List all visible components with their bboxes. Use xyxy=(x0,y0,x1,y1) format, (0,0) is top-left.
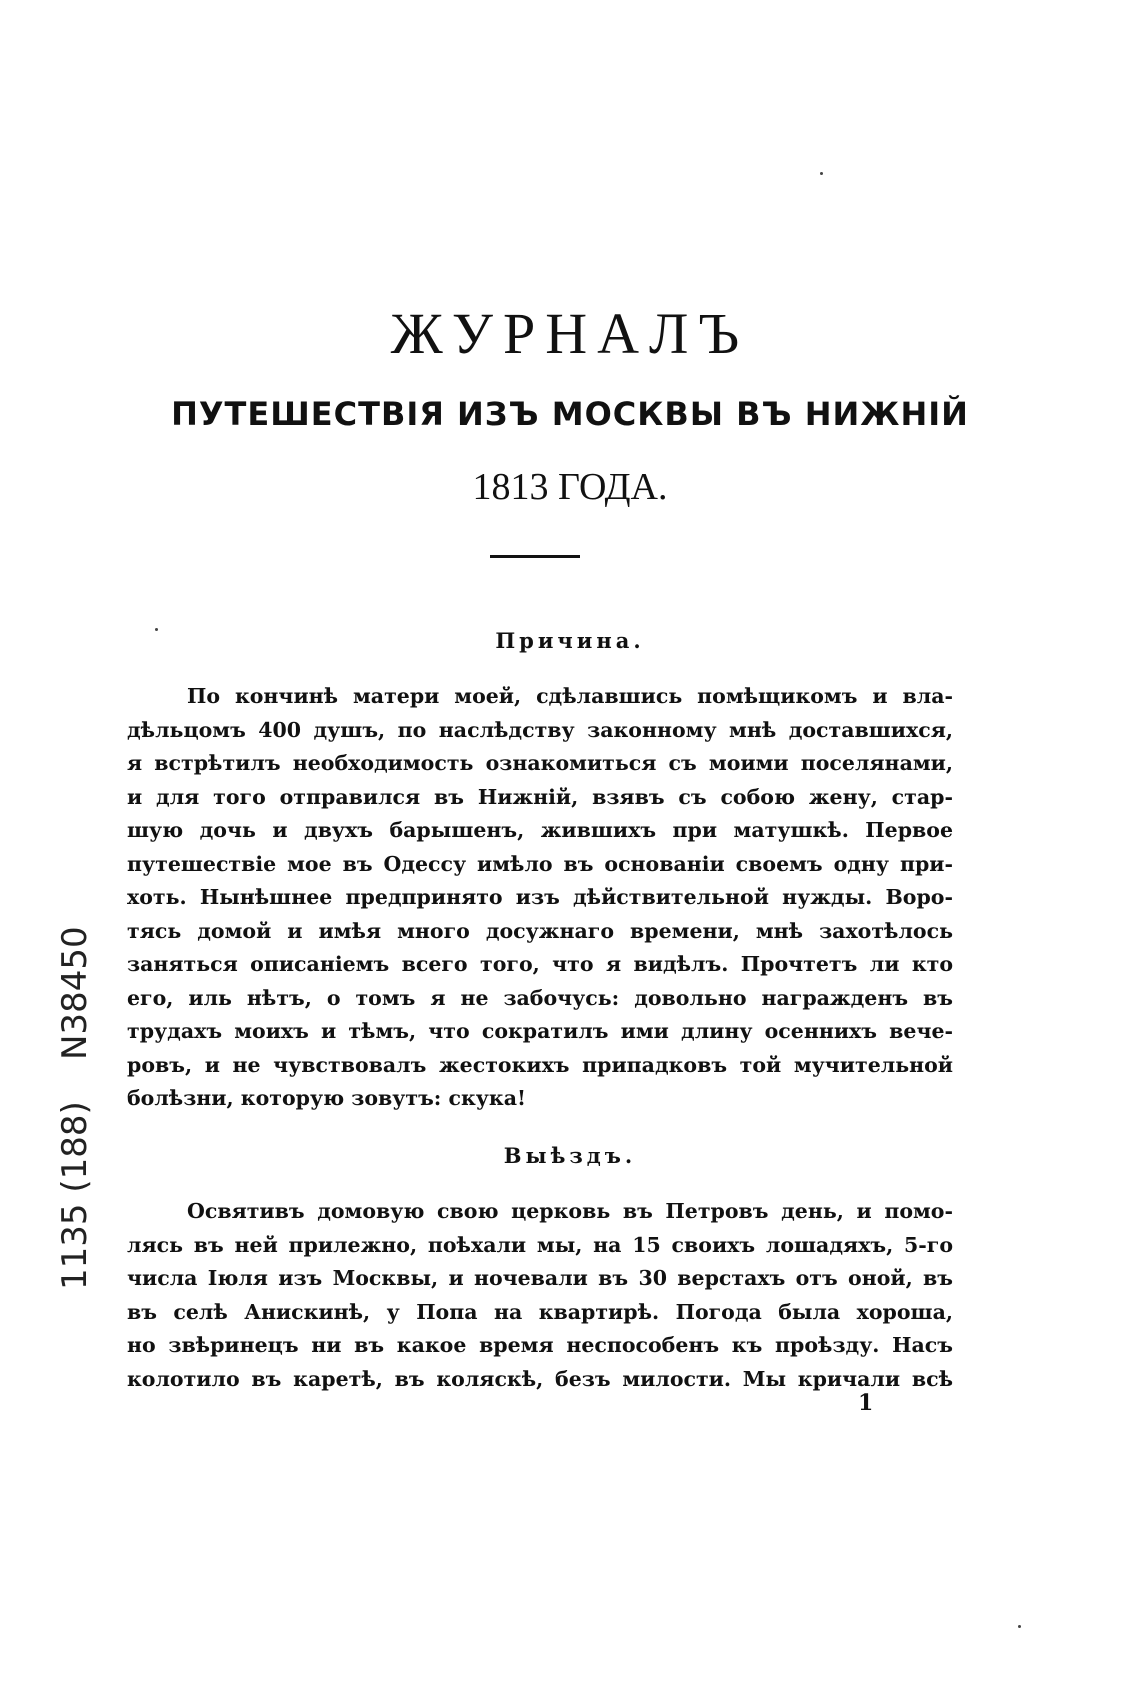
text-line: я встрѣтилъ необходимость ознакомиться съ моими поселянами, xyxy=(127,751,953,775)
text-line: трудахъ моихъ и тѣмъ, что сократилъ ими длину осеннихъ вече- xyxy=(127,1019,953,1043)
text-line: путешествіе мое въ Одессу имѣло въ основаніи своемъ одну при- xyxy=(127,851,953,876)
text-line: дѣльцомъ 400 душъ, по наслѣдству законному мнѣ доставшихся, xyxy=(127,717,953,742)
text-line: лясь въ ней прилежно, поѣхали мы, на 15 своихъ лошадяхъ, 5-го xyxy=(127,1232,953,1257)
text-line: заняться описаніемъ всего того, что я видѣлъ. Прочтетъ ли кто xyxy=(127,952,953,976)
section-heading-reason: Причина. xyxy=(495,628,645,653)
section-text-departure xyxy=(127,1195,953,1396)
page-subtitle: ПУТЕШЕСТВІЯ ИЗЪ МОСКВЫ ВЪ НИЖНІЙ xyxy=(171,395,969,433)
text-line: ровъ, и не чувствовалъ жестокихъ припадковъ той мучительной xyxy=(127,1052,953,1077)
text-line: шую дочь и двухъ барышенъ, жившихъ при матушкѣ. Первое xyxy=(127,818,953,842)
text-line: Освятивъ домовую свою церковь въ Петровъ день, и помо- xyxy=(187,1199,953,1223)
margin-shelfmark-note: 1135 (188) xyxy=(55,1101,95,1290)
margin-inventory-note: N38450 xyxy=(55,926,95,1060)
text-line: числа Іюля изъ Москвы, и ночевали въ 30 верстахъ отъ оной, въ xyxy=(127,1266,953,1290)
title-divider xyxy=(490,555,580,558)
year-label: 1813 ГОДА. xyxy=(472,466,668,508)
text-line: хоть. Нынѣшнее предпринято изъ дѣйствительной нужды. Воро- xyxy=(127,885,953,909)
section-text-reason xyxy=(127,680,953,1116)
page-number: 1 xyxy=(858,1390,874,1416)
section-heading-departure: Выѣздъ. xyxy=(503,1143,637,1168)
text-line: тясь домой и имѣя много досужнаго времени, мнѣ захотѣлось xyxy=(127,918,953,943)
print-speck xyxy=(155,628,158,631)
text-line: болѣзни, которую зовутъ: скука! xyxy=(127,1086,526,1110)
print-speck xyxy=(1018,1625,1021,1628)
text-line: колотило въ каретѣ, въ коляскѣ, безъ милости. Мы кричали всѣ xyxy=(127,1366,953,1391)
text-line: По кончинѣ матери моей, сдѣлавшись помѣщикомъ и вла- xyxy=(187,684,953,708)
text-line: но звѣринецъ ни въ какое время неспособенъ къ проѣзду. Насъ xyxy=(127,1333,953,1357)
text-line: въ селѣ Анискинѣ, у Попа на квартирѣ. Погода была хороша, xyxy=(127,1299,953,1324)
text-line: и для того отправился въ Нижній, взявъ съ собою жену, стар- xyxy=(127,784,953,809)
page-title: ЖУРНАЛЪ xyxy=(390,301,750,366)
text-line: его, иль нѣтъ, о томъ я не забочусь: довольно награжденъ въ xyxy=(127,985,953,1010)
print-speck xyxy=(820,172,823,175)
